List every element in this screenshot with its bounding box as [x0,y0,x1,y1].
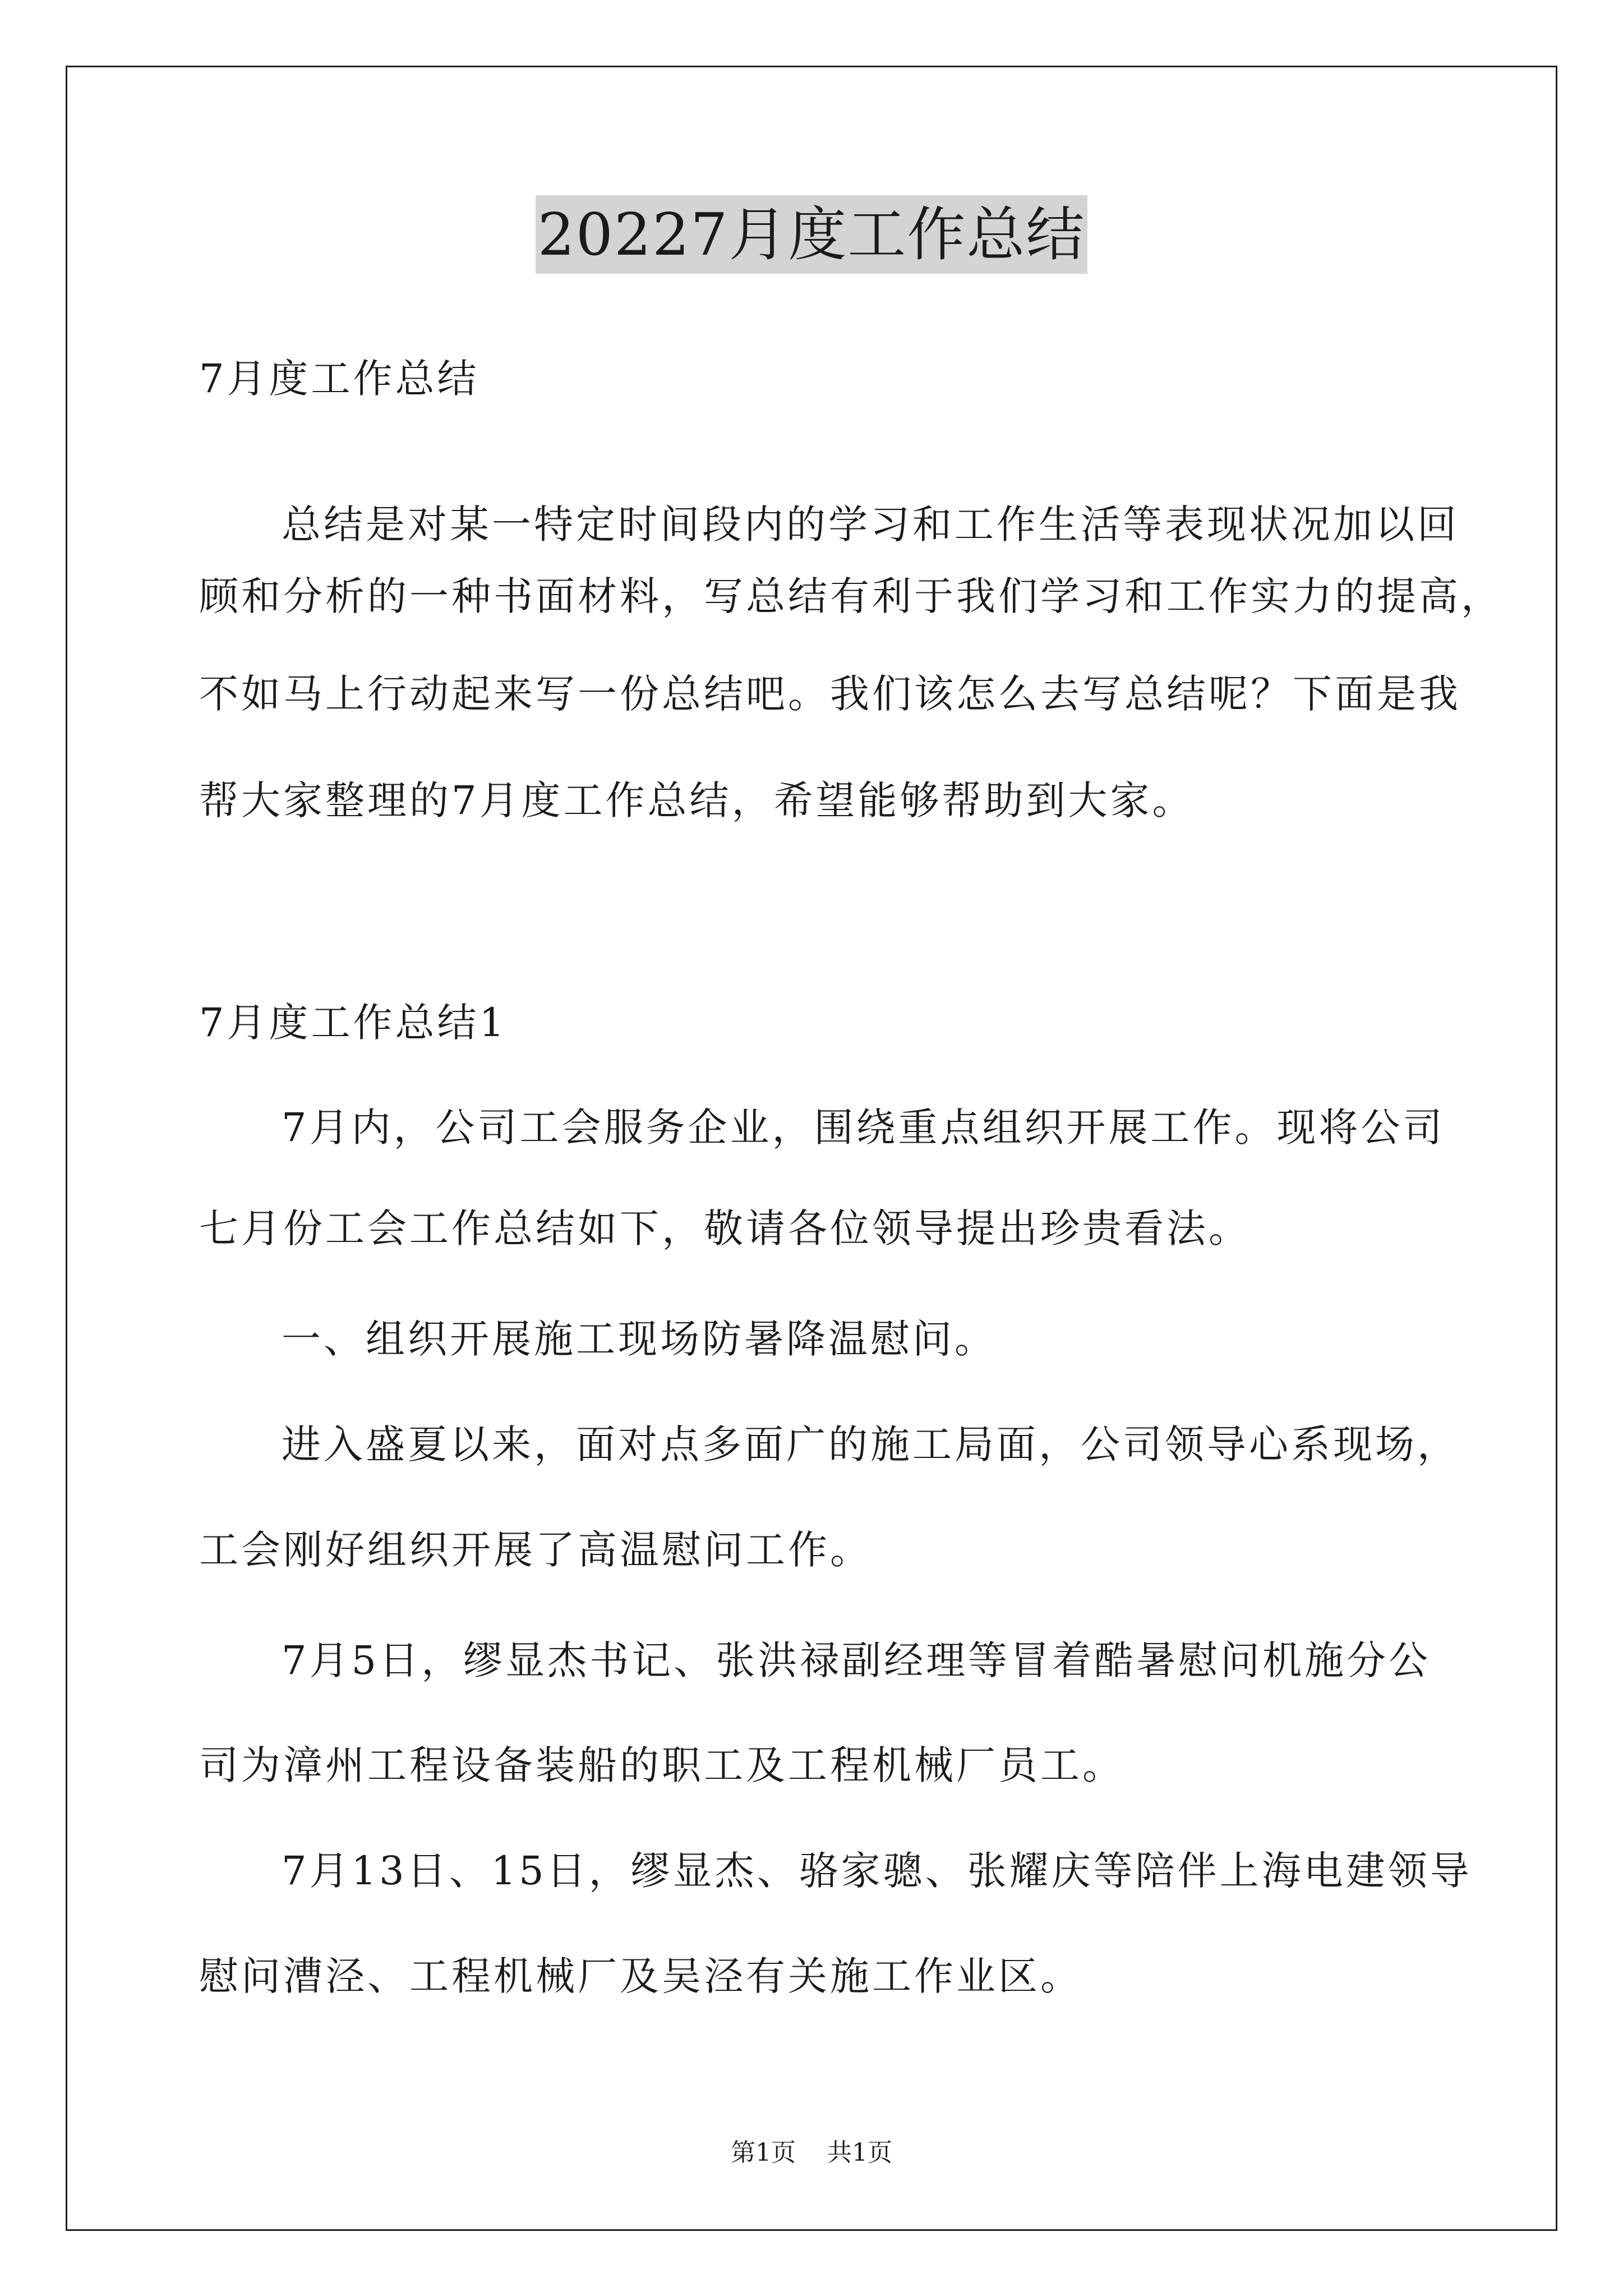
page-number: 第1页 共1页 [731,2138,892,2167]
document-title: 20227月度工作总结 [536,195,1088,274]
title-block [0,195,1623,274]
paragraph-line: 司为漳州工程设备装船的职工及工程机械厂员工。 [199,1742,1124,1788]
paragraph-line: 进入盛夏以来，面对点多面广的施工局面，公司领导心系现场， [282,1421,1459,1467]
section-heading: 7月度工作总结1 [199,1000,508,1046]
paragraph-line: 7月内，公司工会服务企业，围绕重点组织开展工作。现将公司 [282,1105,1445,1151]
paragraph-line: 七月份工会工作总结如下，敬请各位领导提出珍贵看法。 [199,1205,1251,1251]
intro-paragraph-line: 顾和分析的一种书面材料，写总结有利于我们学习和工作实力的提高， [199,573,1503,619]
paragraph-line: 7月13日、15日，缪显杰、骆家骢、张耀庆等陪伴上海电建领导 [282,1848,1472,1894]
intro-heading: 7月度工作总结 [199,356,479,402]
intro-paragraph-line: 不如马上行动起来写一份总结吧。我们该怎么去写总结呢？下面是我 [199,671,1461,717]
paragraph-line: 慰问漕泾、工程机械厂及吴泾有关施工作业区。 [199,1953,1082,1999]
paragraph-line: 7月5日，缪显杰书记、张洪禄副经理等冒着酷暑慰问机施分公 [282,1637,1431,1683]
paragraph-line: 一、组织开展施工现场防暑降温慰问。 [282,1316,997,1362]
paragraph-line: 工会刚好组织开展了高温慰问工作。 [199,1527,872,1573]
intro-paragraph-line: 帮大家整理的7月度工作总结，希望能够帮助到大家。 [199,777,1195,823]
intro-paragraph-line: 总结是对某一特定时间段内的学习和工作生活等表现状况加以回 [282,501,1459,547]
